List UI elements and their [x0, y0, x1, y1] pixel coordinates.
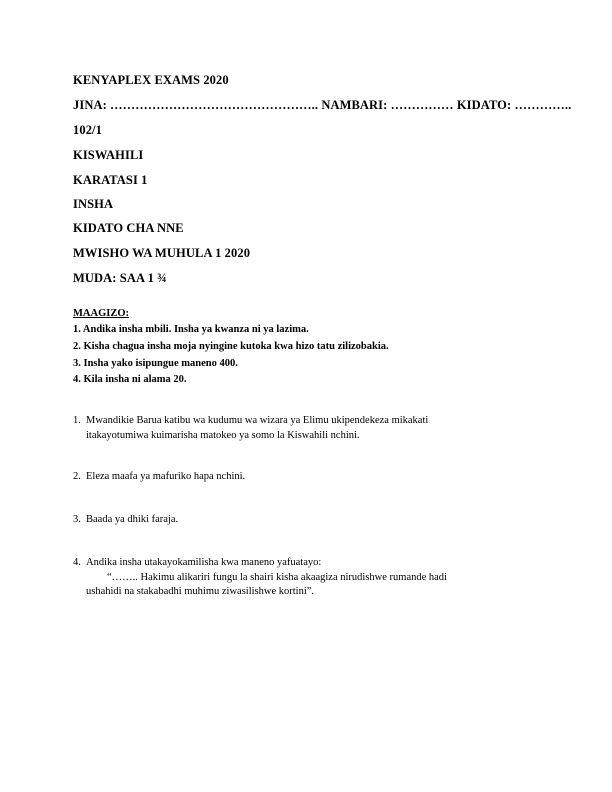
- paper-number: KARATASI 1: [73, 173, 148, 187]
- paper-code: 102/1: [73, 123, 102, 137]
- question-number: 2.: [73, 471, 81, 482]
- instruction-item: 3. Insha yako isipungue maneno 400.: [73, 357, 238, 369]
- question-text: Eleza maafa ya mafuriko hapa nchini.: [86, 471, 246, 482]
- student-details-line: JINA: ………………………………………….. NAMBARI: …………… KIDATO: …………..: [73, 98, 572, 112]
- question-3: [73, 513, 533, 528]
- question-text: Mwandikie Barua katibu wa kudumu wa wizara ya Elimu ukipendekeza mikakati: [86, 415, 429, 426]
- instruction-item: 1. Andika insha mbili. Insha ya kwanza ni ya lazima.: [73, 324, 309, 335]
- instructions-list: [73, 322, 389, 389]
- term: MWISHO WA MUHULA 1 2020: [73, 246, 251, 260]
- question-text-continued: itakayotumiwa kuimarisha matokeo ya somo la Kiswahili nchini.: [86, 429, 360, 441]
- question-quote-continued: ushahidi na stakabadhi muhimu ziwasilishwe kortini”.: [86, 586, 315, 598]
- question-2: [73, 470, 533, 485]
- exam-title: KENYAPLEX EXAMS 2020: [73, 73, 229, 87]
- subject: KISWAHILI: [73, 148, 144, 162]
- question-4: [73, 556, 533, 600]
- instruction-item: 2. Kisha chagua insha moja nyingine kutoka kwa hizo tatu zilizobakia.: [73, 340, 389, 352]
- question-number: 1.: [73, 415, 81, 426]
- instructions-title: MAAGIZO:: [73, 308, 129, 319]
- question-number: 3.: [73, 514, 81, 525]
- instruction-item: 4. Kila insha ni alama 20.: [73, 374, 187, 386]
- question-quote: “…….. Hakimu alikariri fungu la shairi kisha akaagiza nirudishwe rumande hadi: [107, 571, 447, 583]
- question-number: 4.: [73, 557, 81, 568]
- time-allowed: MUDA: SAA 1 ¾: [73, 271, 167, 285]
- form-level: KIDATO CHA NNE: [73, 221, 184, 235]
- question-1: [73, 414, 533, 443]
- question-text: Baada ya dhiki faraja.: [86, 514, 179, 525]
- question-text: Andika insha utakayokamilisha kwa maneno yafuatayo:: [86, 557, 322, 568]
- paper-section: INSHA: [73, 197, 114, 211]
